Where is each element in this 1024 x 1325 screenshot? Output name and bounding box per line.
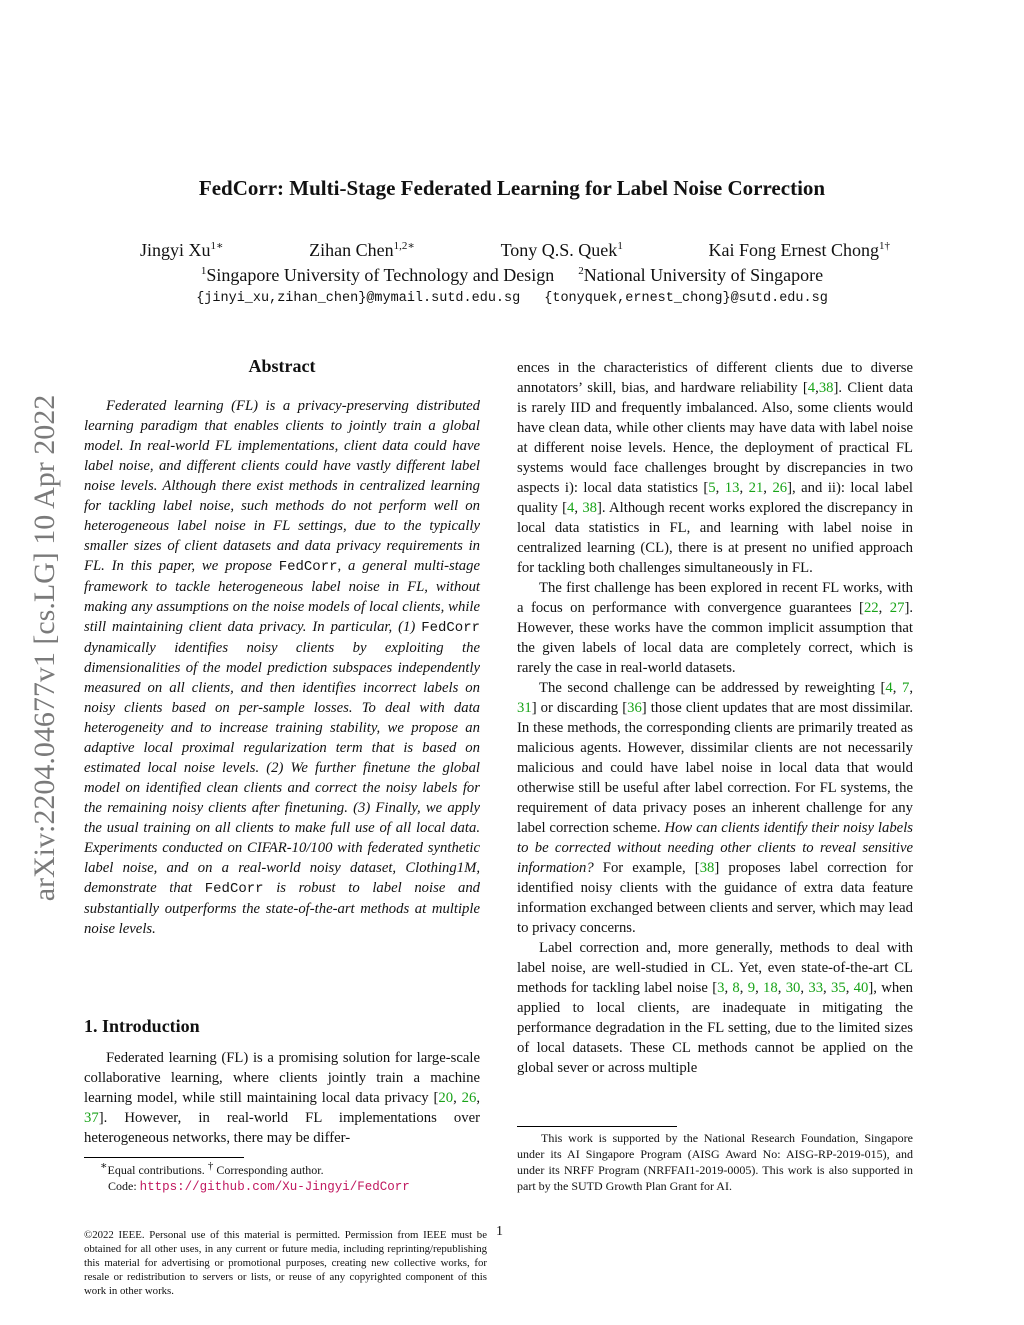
footnote-left: ∗Equal contributions. † Corresponding author. Code: https://github.com/Xu-Jingyi/FedCorr (100, 1160, 410, 1194)
abstract-section (84, 356, 480, 939)
citation-link[interactable]: 38 (699, 860, 715, 876)
footnote-rule (517, 1126, 677, 1127)
citation-link[interactable]: 36 (627, 700, 642, 716)
arxiv-identifier: arXiv:2204.04677v1 [cs.LG] 10 Apr 2022 (28, 394, 61, 901)
citation-link[interactable]: 18 (763, 980, 778, 996)
author: Kai Fong Ernest Chong$^{1\dagger}$ (708, 240, 890, 260)
paragraph: Label correction and, more generally, methods to deal with label noise, are well-studied in CL. Yet, even state-of-the-art CL methods for tackling label noise [3, 8, 9, 18, 30, 33, 35, 40], when applied to local clients, are inadequate in mitigating the performance degradation in the FL setting, due to the limited sizes of local datasets. These CL methods cannot be applied on the global sever or across multiple (517, 940, 914, 1076)
citation-link[interactable]: 8 (732, 980, 740, 996)
page-number: 1 (496, 1224, 503, 1239)
citation-link[interactable]: 33 (808, 980, 824, 996)
paragraph: ences in the characteristics of different clients due to diverse annotators’ skill, bias, and hardware reliability [4,38]. Client data is rarely IID and frequently imbalanced. Also, some clients would have clean data, while other clients may have data with label noise at different noise levels. Hence, the deployment of practical FL systems would face challenges brought by discrepancies in two aspects i): local data statistics [5, 13, 21, 26], and ii): local label quality [4, 38]. Although recent works explored the discrepancy in local data statistics in FL, and learning with label noise in centralized learning (CL), there is at present no unified approach for tackling both challenges simultaneously in FL. (517, 360, 914, 576)
citation-link[interactable]: 21 (748, 480, 764, 496)
paragraph: Federated learning (FL) is a promising solution for large-scale collaborative learning, where clients jointly train a machine learning model, while still maintaining local data privacy [20, 26, 37]. However, in real-world FL implementations over heterogeneous networks, there may be differ- (84, 1050, 480, 1146)
right-column (517, 358, 913, 1078)
author-list (140, 240, 890, 261)
citation-link[interactable]: 4 (566, 500, 575, 516)
citation-link[interactable]: 26 (772, 480, 788, 496)
introduction-heading: 1. Introduction (84, 1016, 200, 1036)
citation-link[interactable]: 13 (724, 480, 740, 496)
citation-link[interactable]: 9 (747, 980, 756, 996)
citation-link[interactable]: 38 (818, 380, 834, 396)
arxiv-sidebar (20, 350, 70, 945)
citation-link[interactable]: 7 (901, 680, 910, 696)
citation-link[interactable]: 20 (438, 1090, 454, 1106)
citation-link[interactable]: 4 (807, 380, 816, 396)
affiliations: $^1$Singapore University of Technology and Design $^2$National University of Singapore (200, 265, 824, 285)
citation-link[interactable]: 40 (853, 980, 869, 996)
author-emails: {jinyi_xu,zihan_chen}@mymail.sutd.edu.sg {tonyquek,ernest_chong}@sutd.edu.sg (196, 291, 828, 306)
citation-link[interactable]: 37 (84, 1110, 99, 1126)
abstract-text: Federated learning (FL) is a privacy-preserving distributed learning paradigm that enables clients to jointly train a global model. In real-world FL implementations, client data could have label noise, and different clients could have vastly different label noise levels. Although there exist methods in centralized learning for tackling label noise, such methods do not perform well on heterogeneous label noise in FL settings, due to the typically smaller sizes of client datasets and data privacy requirements in FL. In this paper, we propose FedCorr, a general multi-stage framework to tackle heterogeneous label noise in FL, without making any assumptions on the noise models of local clients, while still maintaining client data privacy. In particular, (1) FedCorr dynamically identifies noisy clients by exploiting the dimensionalities of the model prediction subspaces independently measured on all clients, and then identifies incorrect labels on noisy clients based on per-sample losses. To deal with data heterogeneity and to increase training stability, we propose an adaptive local proximal regularization term that is based on estimated local noise levels. (2) We further finetune the global model on identified clean clients and correct the noisy labels for the remaining noisy clients after finetuning. (3) Finally, we apply the usual training on all clients to make full use of all local data. Experiments conducted on CIFAR-10/100 with federated synthetic label noise, and on a real-world noisy dataset, Clothing1M, demonstrate that FedCorr is robust to label noise and substantially outperforms the state-of-the-art methods at multiple noise levels. (84, 398, 481, 937)
citation-link[interactable]: 27 (889, 600, 905, 616)
citation-link[interactable]: 38 (582, 500, 597, 516)
citation-link[interactable]: 22 (863, 600, 879, 616)
citation-link[interactable]: 35 (831, 980, 846, 996)
citation-link[interactable]: 4 (885, 680, 893, 696)
footnote-rule (84, 1157, 244, 1158)
author: Tony Q.S. Quek$^1$ (500, 240, 623, 260)
paper-title: FedCorr: Multi-Stage Federated Learning for Label Noise Correction (198, 176, 826, 200)
citation-link[interactable]: 26 (461, 1090, 477, 1106)
footnote-right: This work is supported by the National Research Foundation, Singapore under its AI Singapore Program (AISG Award No: AISG-RP-2019-015), and under its NRFF Program (NRFFAI1-2019-0005). This work is also supported in part by the SUTD Growth Plan Grant for AI. (517, 1131, 913, 1193)
introduction-section (84, 1016, 480, 1148)
citation-link[interactable]: 30 (785, 980, 801, 996)
author: Zihan Chen$^{1,2∗}$ (309, 240, 415, 260)
code-url-link[interactable]: https://github.com/Xu-Jingyi/FedCorr (139, 1180, 410, 1194)
author: Jingyi $Xu^{1∗}$ (140, 240, 224, 260)
citation-link[interactable]: 5 (708, 480, 716, 496)
paragraph: The second challenge can be addressed by reweighting [4, 7, 31] or discarding [36] those client updates that are most dissimilar. In these methods, the corresponding clients are primarily treated as malicious agents. However, dissimilar clients are not necessarily malicious and could have label noise in local data that would otherwise still be useful after label correction. For FL systems, the requirement of data privacy poses an inherent challenge for any label correction scheme. How can clients identify their noisy labels to be corrected without needing other clients to reveal sensitive information? For example, [38] proposes label correction for identified noisy clients with the guidance of extra data feature information exchanged between clients and server, which may lead to privacy concerns. (517, 680, 914, 936)
copyright-notice: ©2022 IEEE. Personal use of this material is permitted. Permission from IEEE must be obtained for all other uses, in any current or future media, including reprinting/republishing this material for advertising or promotional purposes, creating new collective works, for resale or redistribution to servers or lists, or reuse of any copyrighted component of this work in other works. (84, 1229, 487, 1297)
paragraph: The first challenge has been explored in recent FL works, with a focus on performance with convergence guarantees [22, 27]. However, these works have the common implicit assumption that the given labels of local data are completely correct, which is rarely the case in real-world datasets. (517, 580, 914, 676)
citation-link[interactable]: 3 (717, 980, 725, 996)
abstract-heading: Abstract (248, 356, 316, 376)
citation-link[interactable]: 31 (517, 700, 532, 716)
